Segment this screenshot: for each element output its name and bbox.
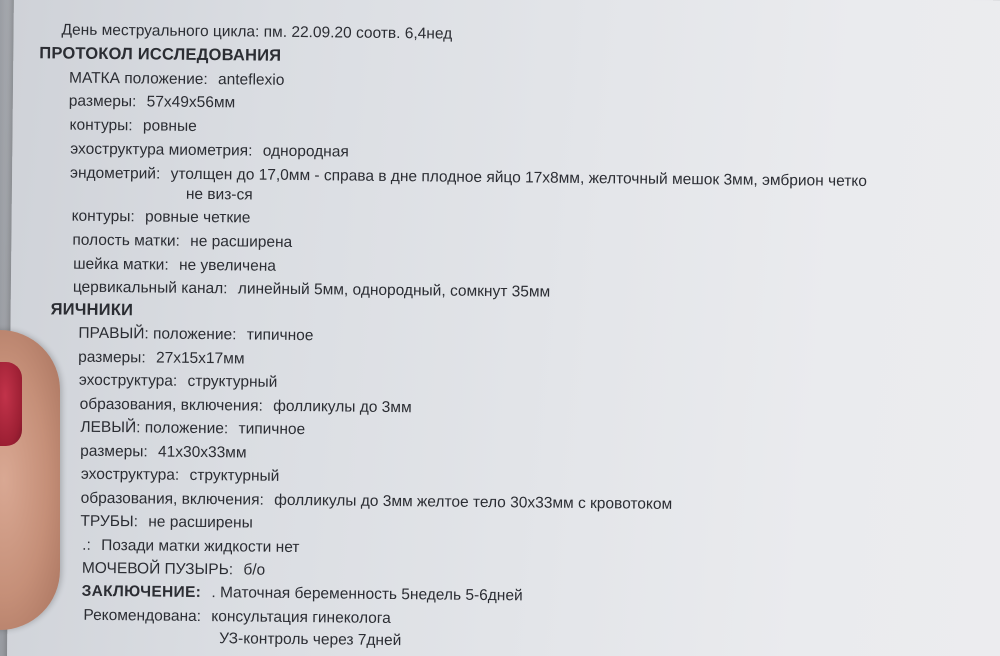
left-ovary-size-line [80,440,247,465]
left-ovary-position-value: типичное [238,420,306,439]
protocol-heading [39,42,281,68]
cervix-line [73,253,276,279]
left-ovary-echo-label: эхоструктура: [80,465,180,484]
uterus-contour2-label: контуры: [71,207,135,226]
uterine-cavity-line [72,229,292,255]
left-ovary-echo-value: структурный [189,466,280,485]
ovaries-heading-text: ЯИЧНИКИ [50,300,134,320]
uterus-size-value: 57x49x56мм [146,93,236,112]
left-ovary-formations-value: фолликулы до 3мм желтое тело 30x33мм с кровотоком [274,491,673,513]
cervical-canal-line [73,276,551,304]
uterus-position-value: anteflexio [217,71,285,89]
right-ovary-size-line [78,346,245,371]
right-ovary-size-label: размеры: [78,348,146,367]
tubes-line [80,510,253,535]
tubes-label: ТРУБЫ: [80,512,139,531]
left-ovary-size-value: 41x30x33мм [157,443,247,462]
left-ovary-size-label: размеры: [80,442,148,461]
right-ovary-echo-line [79,369,278,394]
fluid-value: Позади матки жидкости нет [101,536,300,557]
recommendation-line-2 [219,627,401,652]
fluid-line [82,534,300,560]
cervix-value: не увеличена [178,256,277,275]
bladder-value: б/о [243,561,266,579]
uterus-contour-label: контуры: [69,116,133,135]
right-ovary-formations-label: образования, включения: [79,395,263,415]
right-ovary-echo-label: эхоструктура: [78,371,178,390]
myometrium-echo-line [70,138,349,164]
cervical-canal-value: линейный 5мм, однородный, сомкнут 35мм [237,280,551,301]
right-ovary-echo-value: структурный [187,372,278,391]
endometrium-value: утолщен до 17,0мм - справа в дне плодное яйцо 17x8мм, желточный мешок 3мм, эмбрион четко [170,165,868,190]
recommendation-value: консультация гинеколога [211,608,391,627]
endometrium-value-continued: не виз-ся [185,185,253,204]
right-ovary-position-label: ПРАВЫЙ: положение: [78,324,237,344]
uterus-contour-value: ровные [142,117,197,135]
painted-fingernail [0,362,22,446]
uterus-position-line [69,67,285,93]
left-ovary-position-label: ЛЕВЫЙ: положение: [80,418,229,438]
uterus-contour2-value: ровные четкие [144,208,251,227]
uterus-size-label: размеры: [68,92,137,111]
cervical-canal-label: цервикальный канал: [72,278,228,298]
bladder-label: МОЧЕВОЙ ПУЗЫРЬ: [81,559,234,579]
uterus-size-line [69,90,236,115]
left-ovary-position-line [80,416,305,442]
bladder-line [82,557,266,582]
recommendation-value-2: УЗ-контроль через 7дней [219,630,402,650]
myometrium-echo-label: эхоструктура миометрия: [70,140,253,160]
left-ovary-echo-line [81,463,280,488]
protocol-heading-text: ПРОТОКОЛ ИССЛЕДОВАНИЯ [39,44,282,65]
right-ovary-position-value: типичное [246,326,314,345]
conclusion-label: ЗАКЛЮЧЕНИЕ: [81,582,202,601]
endometrium-line-continued [186,183,253,207]
uterine-cavity-label: полость матки: [72,231,180,250]
cervix-label: шейка матки: [73,255,169,274]
cycle-day-line [61,19,452,46]
uterus-position-label: МАТКА положение: [68,69,208,89]
right-ovary-size-value: 27x15x17мм [155,349,245,368]
left-ovary-formations-label: образования, включения: [80,489,264,509]
tubes-value: не расширены [148,513,253,532]
right-ovary-position-line [78,322,313,348]
uterus-contour2-line [72,205,251,230]
uterus-contour-line [69,114,196,139]
right-ovary-formations-value: фолликулы до 3мм [273,397,412,417]
ultrasound-report-sheet [7,0,1000,656]
endometrium-label: эндометрий: [69,164,161,183]
fluid-prefix: .: [82,536,91,554]
uterine-cavity-value: не расширена [190,232,293,251]
ovaries-heading [51,298,134,322]
myometrium-echo-value: однородная [262,142,349,161]
conclusion-value: . Маточная беременность 5недель 5-6дней [211,584,523,605]
cycle-day-text: День меструального цикла: пм. 22.09.20 соотв. 6,4нед [61,21,453,43]
recommendation-label: Рекомендована: [83,606,202,625]
